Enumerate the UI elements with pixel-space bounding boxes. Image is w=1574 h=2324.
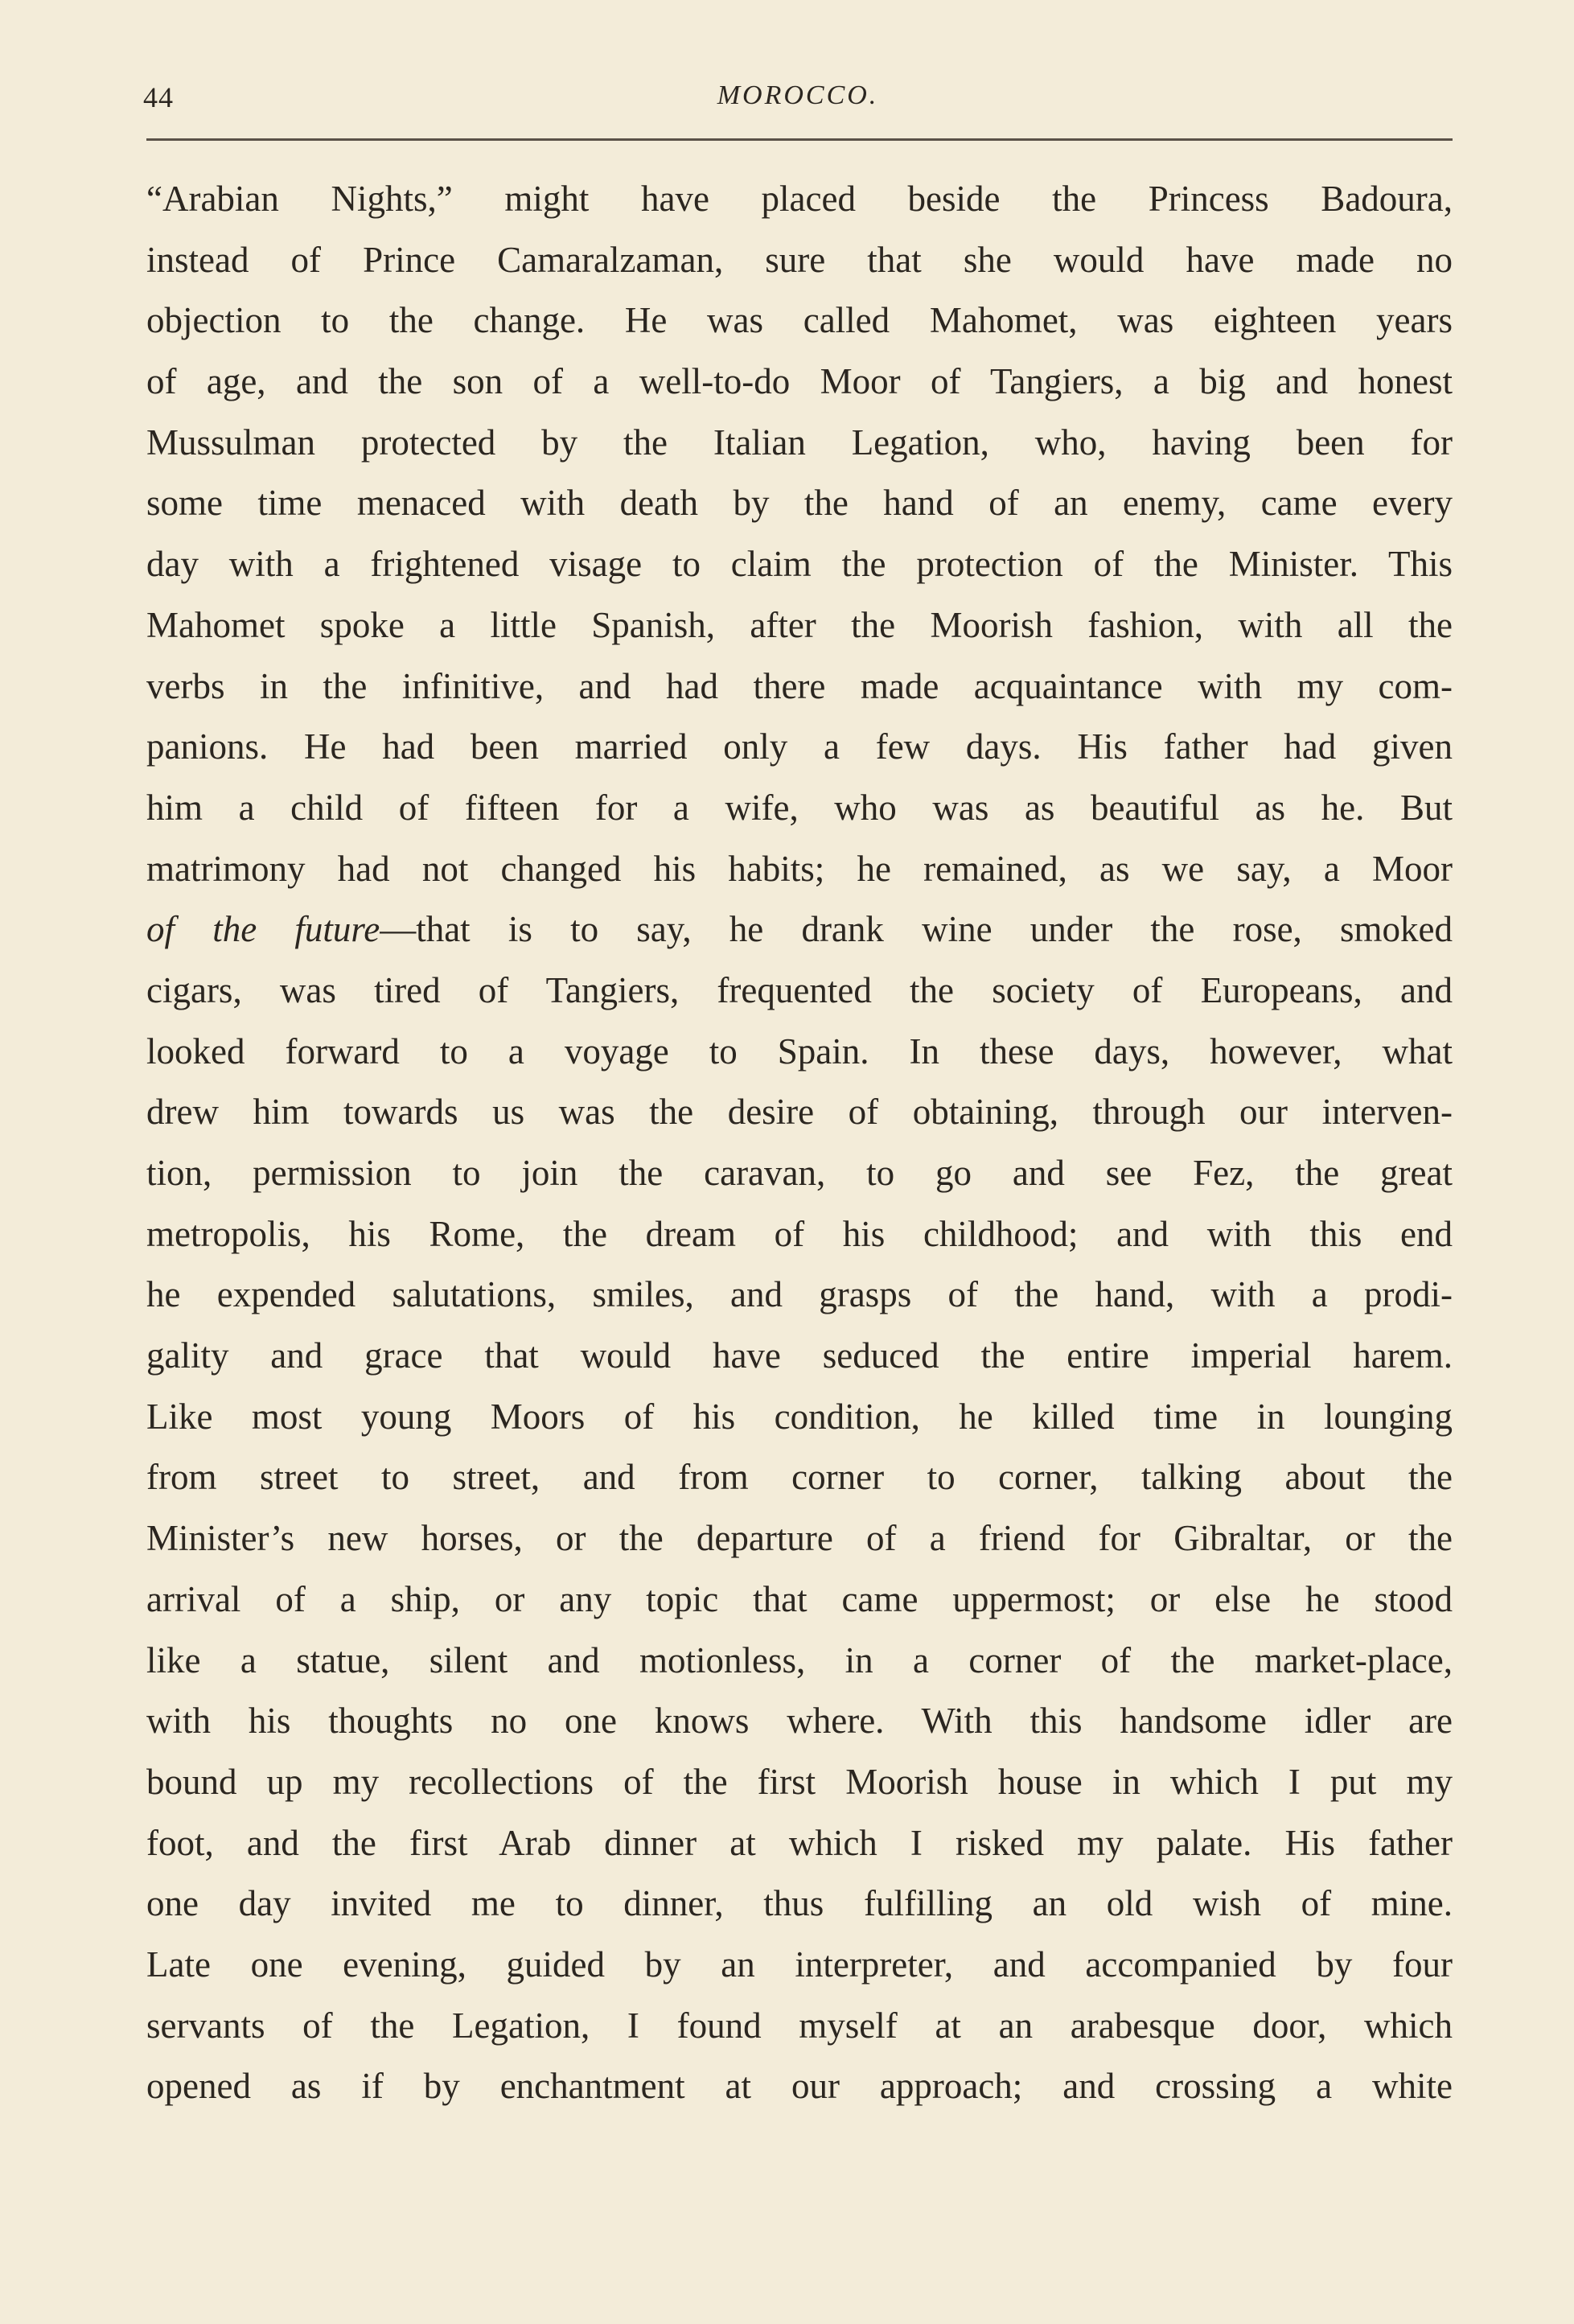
- text-line: metropolis, his Rome, the dream of his childhood; and with this end: [146, 1213, 1453, 1254]
- text-line: opened as if by enchantment at our approach; and crossing a white: [146, 2066, 1453, 2107]
- text-line: some time menaced with death by the hand of an enemy, came every: [146, 483, 1453, 524]
- text-line: Mahomet spoke a little Spanish, after the Moorish fashion, with all the: [146, 604, 1453, 645]
- text-line: one day invited me to dinner, thus fulfilling an old wish of mine.: [146, 1883, 1453, 1924]
- page-header: [143, 80, 1453, 119]
- text-line: he expended salutations, smiles, and grasps of the hand, with a prodi-: [146, 1274, 1453, 1315]
- text-line: servants of the Legation, I found myself at an arabesque door, which: [146, 2005, 1453, 2046]
- running-title: MOROCCO.: [717, 80, 879, 110]
- text-line: Late one evening, guided by an interpreter, and accompanied by four: [146, 1944, 1453, 1985]
- italic-phrase: of the future: [146, 909, 380, 950]
- text-line: verbs in the infinitive, and had there made acquaintance with my com-: [146, 665, 1453, 706]
- text-line: tion, permission to join the caravan, to go and see Fez, the great: [146, 1153, 1453, 1193]
- text-line: Like most young Moors of his condition, he killed time in lounging: [146, 1396, 1453, 1437]
- text-line: him a child of fifteen for a wife, who was as beautiful as he. But: [146, 787, 1453, 828]
- text-line: looked forward to a voyage to Spain. In these days, however, what: [146, 1030, 1453, 1072]
- text-line: Mussulman protected by the Italian Legation, who, having been for: [146, 422, 1453, 463]
- body-paragraph: [146, 169, 1453, 2117]
- header-rule: [146, 138, 1453, 141]
- text-line: bound up my recollections of the first Moorish house in which I put my: [146, 1761, 1453, 1802]
- text-line-mixed: [146, 899, 1453, 960]
- text-line: instead of Prince Camaralzaman, sure that she would have made no: [146, 239, 1453, 280]
- text-line: foot, and the first Arab dinner at which I risked my palate. His father: [146, 1822, 1453, 1863]
- text-line-rest: —that is to say, he drank wine under the rose, smoked: [380, 909, 1453, 950]
- text-line: of age, and the son of a well-to-do Moor of Tangiers, a big and honest: [146, 361, 1453, 402]
- text-line: gality and grace that would have seduced the entire imperial harem.: [146, 1335, 1453, 1376]
- text-line: Minister’s new horses, or the departure of a friend for Gibraltar, or the: [146, 1518, 1453, 1559]
- text-line: “Arabian Nights,” might have placed beside the Princess Badoura,: [146, 179, 1453, 219]
- text-line: arrival of a ship, or any topic that came uppermost; or else he stood: [146, 1578, 1453, 1619]
- text-line: with his thoughts no one knows where. With this handsome idler are: [146, 1701, 1453, 1742]
- page-number: 44: [143, 81, 174, 113]
- text-line: matrimony had not changed his habits; he remained, as we say, a Moor: [146, 848, 1453, 889]
- text-line: from street to street, and from corner to corner, talking about the: [146, 1457, 1453, 1498]
- text-line: drew him towards us was the desire of obtaining, through our interven-: [146, 1092, 1453, 1133]
- text-line: objection to the change. He was called Mahomet, was eighteen years: [146, 300, 1453, 341]
- text-line: cigars, was tired of Tangiers, frequented the society of Europeans, and: [146, 969, 1453, 1010]
- text-line: panions. He had been married only a few days. His father had given: [146, 726, 1453, 767]
- text-line: day with a frightened visage to claim the protection of the Minister. This: [146, 544, 1453, 585]
- text-line: like a statue, silent and motionless, in a corner of the market-place,: [146, 1639, 1453, 1680]
